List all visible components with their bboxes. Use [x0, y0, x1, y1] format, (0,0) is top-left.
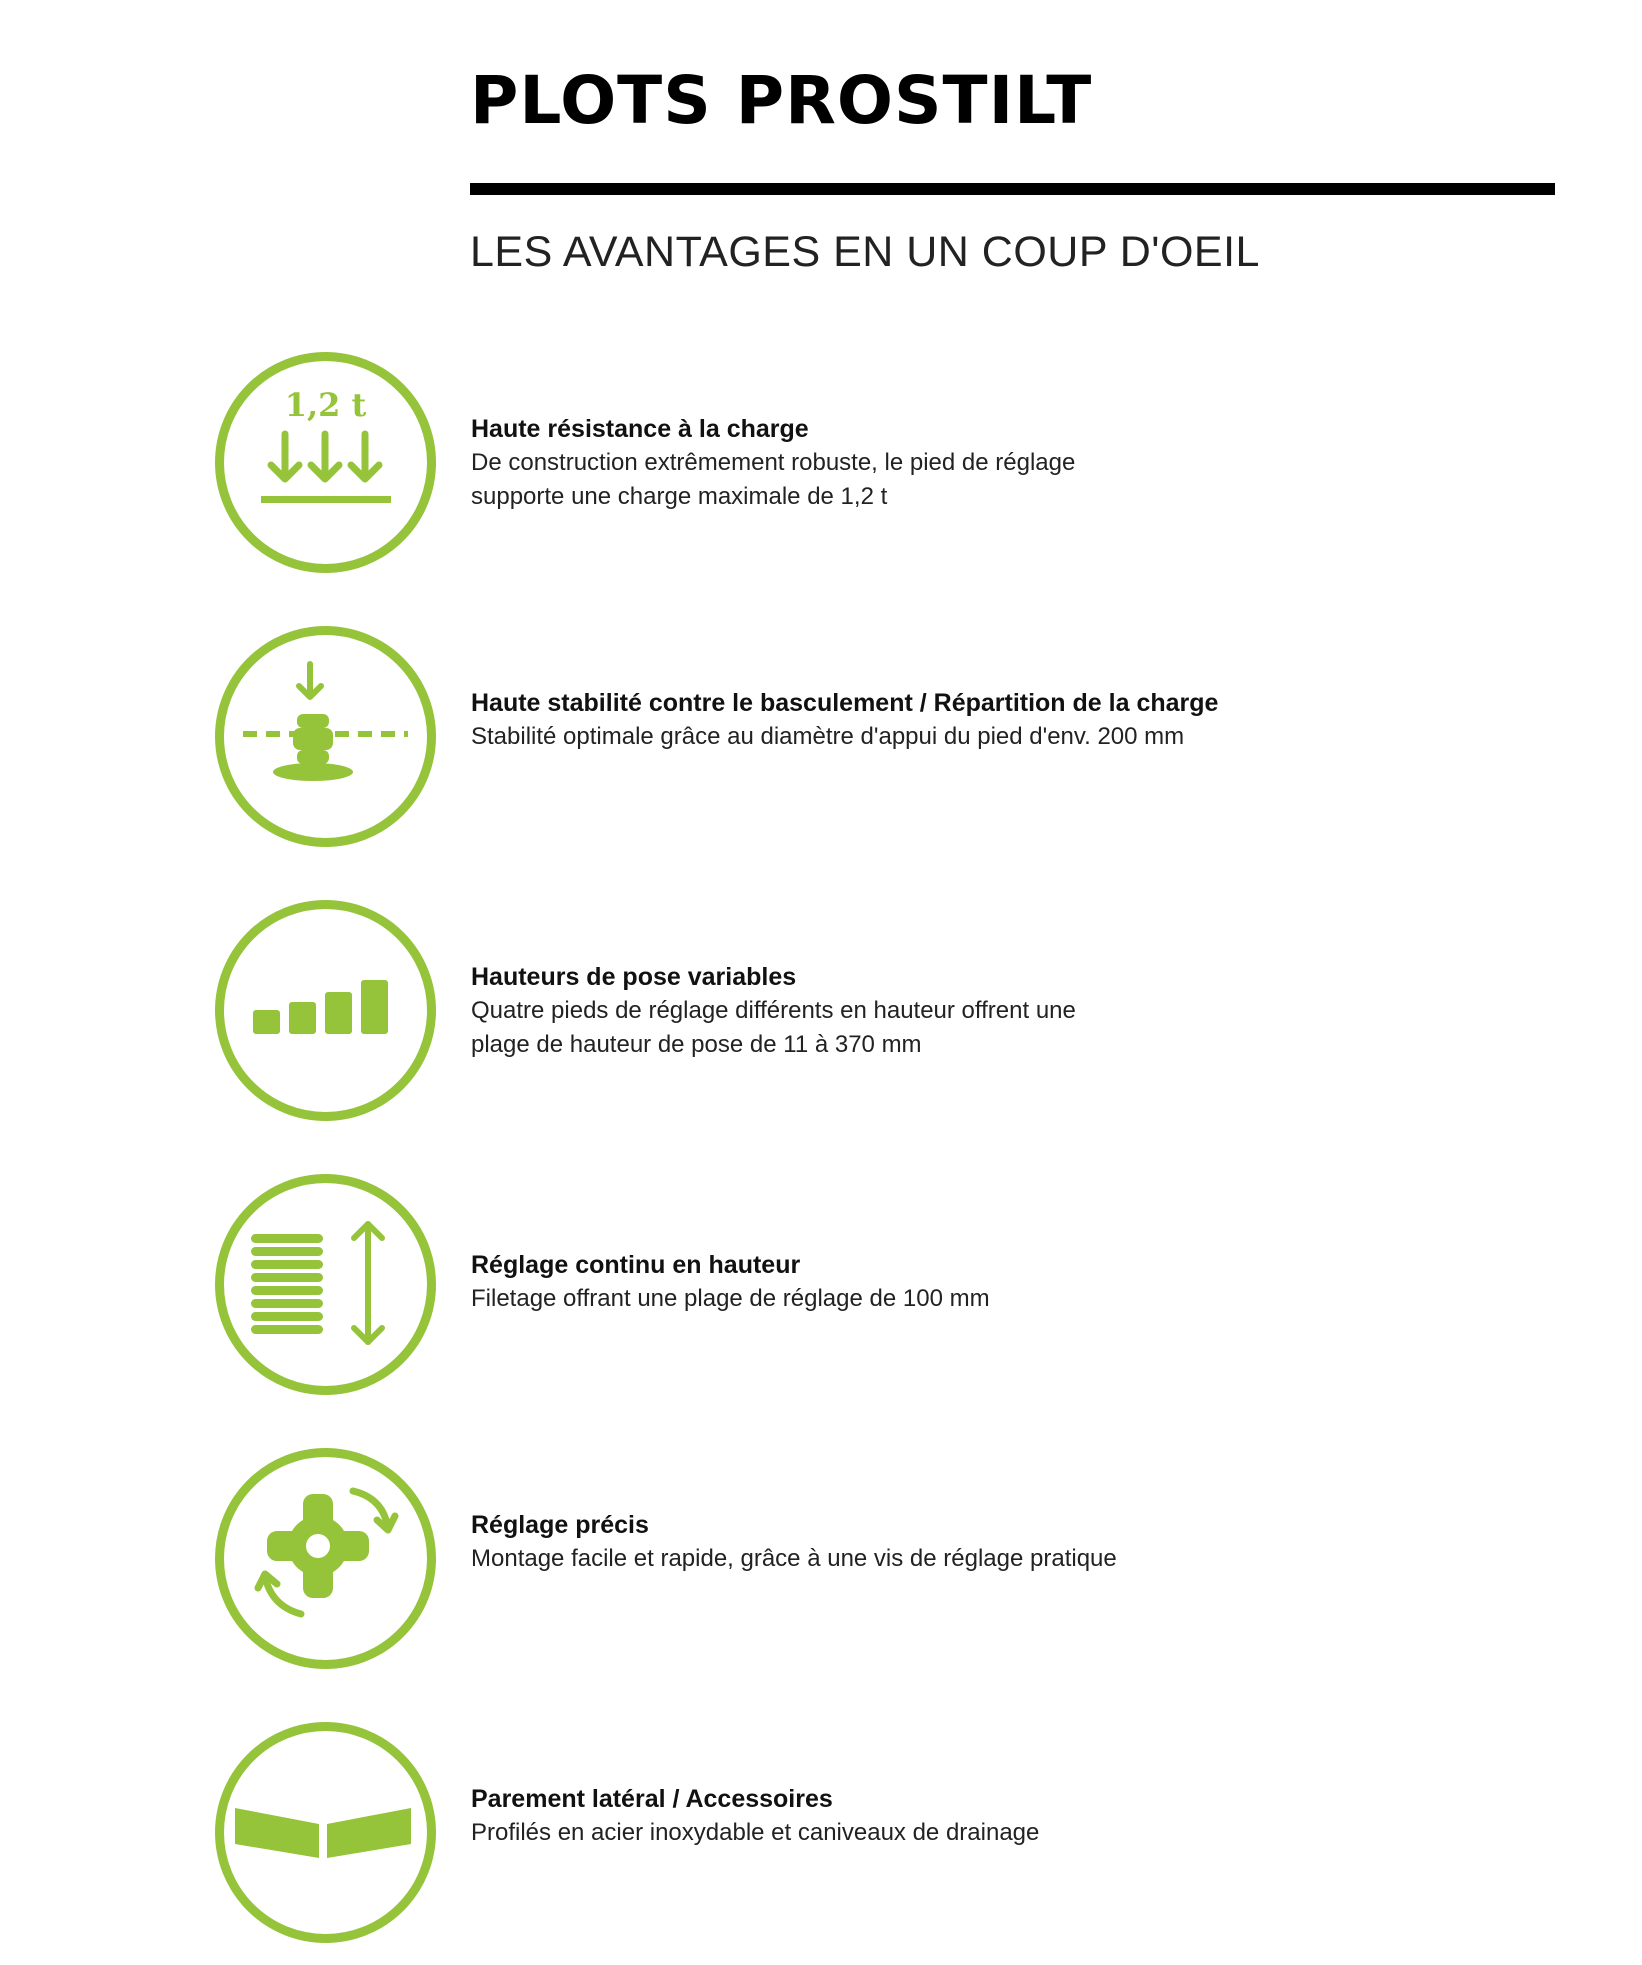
feature-text [471, 686, 1218, 754]
feature-description: Profilés en acier inoxydable et caniveaux de drainage [471, 1819, 1040, 1846]
feature-text [471, 1508, 1117, 1576]
feature-description: De construction extrêmement robuste, le pied de réglage supporte une charge maximale de 1,2 t [471, 449, 1076, 510]
side-profile-icon [213, 1720, 438, 1945]
feature-precise-adjustment [213, 1446, 1513, 1671]
feature-title: Hauteurs de pose variables [471, 963, 797, 991]
feature-description: Filetage offrant une plage de réglage de 100 mm [471, 1285, 990, 1312]
feature-text [471, 960, 1076, 1062]
feature-text [471, 412, 1075, 514]
feature-title: Parement latéral / Accessoires [471, 1785, 833, 1813]
page-subtitle: LES AVANTAGES EN UN COUP D'OEIL [470, 228, 1260, 276]
svg-text:1,2 t: 1,2 t [284, 386, 367, 424]
feature-side-facing [213, 1720, 1513, 1945]
feature-description: Stabilité optimale grâce au diamètre d'appui du pied d'env. 200 mm [471, 723, 1185, 750]
feature-title: Réglage précis [471, 1511, 649, 1539]
feature-stability [213, 624, 1513, 849]
feature-load-resistance [213, 350, 1513, 575]
feature-description: Montage facile et rapide, grâce à une vis de réglage pratique [471, 1545, 1117, 1572]
feature-description: Quatre pieds de réglage différents en hauteur offrent une plage de hauteur de pose de 11 à 370 mm [471, 997, 1076, 1058]
title-divider [470, 183, 1555, 195]
feature-text [471, 1782, 1039, 1850]
stability-pedestal-icon [213, 624, 438, 849]
feature-continuous-adjustment [213, 1172, 1513, 1397]
page-title: PLOTS PROSTILT [470, 62, 1093, 139]
height-steps-icon [213, 898, 438, 1123]
feature-title: Haute stabilité contre le basculement / Répartition de la charge [471, 689, 1219, 717]
load-weight-icon [213, 350, 438, 575]
feature-title: Haute résistance à la charge [471, 415, 809, 443]
thread-height-icon [213, 1172, 438, 1397]
feature-title: Réglage continu en hauteur [471, 1251, 801, 1279]
feature-variable-heights [213, 898, 1513, 1123]
rotation-adjust-icon [213, 1446, 438, 1671]
feature-text [471, 1248, 990, 1316]
